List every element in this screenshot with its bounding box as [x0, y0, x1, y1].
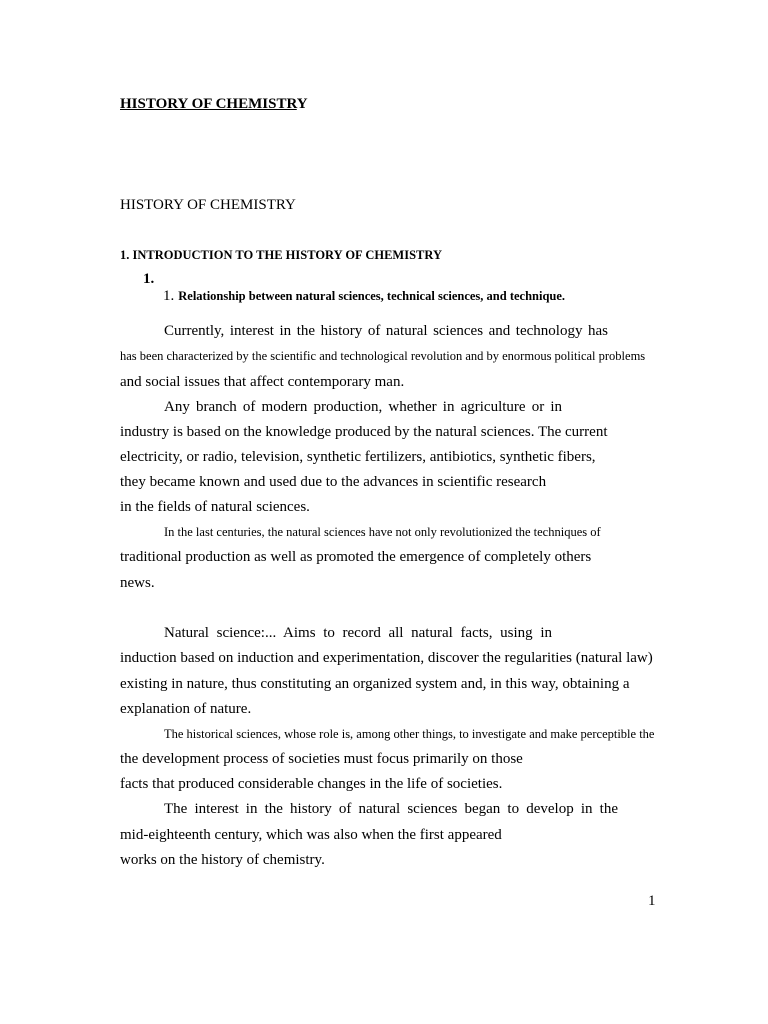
body-line: Any branch of modern production, whether in agriculture or in: [164, 399, 562, 415]
repeated-title: HISTORY OF CHEMISTRY: [120, 197, 296, 213]
subsection-heading: [163, 287, 565, 305]
body-line: The historical sciences, whose role is, among other things, to investigate and make perceptible the: [164, 727, 655, 741]
body-line: mid-eighteenth century, which was also when the first appeared: [120, 827, 502, 843]
body-line: the development process of societies must focus primarily on those: [120, 751, 523, 767]
subsection-list-number: 1.: [143, 271, 155, 287]
body-line: In the last centuries, the natural sciences have not only revolutionized the techniques of: [164, 525, 601, 539]
body-line: Natural science:... Aims to record all natural facts, using in: [164, 625, 552, 641]
document-title-underlined: HISTORY OF CHEMISTR: [120, 96, 297, 112]
body-line: traditional production as well as promoted the emergence of completely others: [120, 549, 592, 565]
body-line: The interest in the history of natural sciences began to develop in the: [164, 801, 618, 817]
body-line: has been characterized by the scientific and technological revolution and by enormous political problems: [120, 349, 646, 363]
body-line: Currently, interest in the history of natural sciences and technology has: [164, 323, 608, 339]
page-number: 1: [648, 893, 656, 909]
body-line: in the fields of natural sciences.: [120, 499, 310, 515]
subsection-number: 1.: [163, 288, 175, 304]
subsection-title: Relationship between natural sciences, technical sciences, and technique.: [178, 289, 566, 303]
body-line: and social issues that affect contemporary man.: [120, 374, 405, 390]
body-line: explanation of nature.: [120, 701, 252, 717]
document-title: [120, 95, 308, 113]
body-line: news.: [120, 575, 155, 591]
body-line: works on the history of chemistry.: [120, 852, 325, 868]
section-heading: 1. INTRODUCTION TO THE HISTORY OF CHEMISTRY: [120, 248, 442, 262]
document-title-tail: Y: [296, 96, 308, 112]
body-line: electricity, or radio, television, synthetic fertilizers, antibiotics, synthetic fibers,: [120, 449, 596, 465]
body-line: facts that produced considerable changes in the life of societies.: [120, 776, 503, 792]
body-line: industry is based on the knowledge produced by the natural sciences. The current: [120, 424, 608, 440]
body-line: induction based on induction and experimentation, discover the regularities (natural law): [120, 650, 653, 666]
body-line: existing in nature, thus constituting an organized system and, in this way, obtaining a: [120, 676, 630, 692]
body-line: they became known and used due to the advances in scientific research: [120, 474, 547, 490]
